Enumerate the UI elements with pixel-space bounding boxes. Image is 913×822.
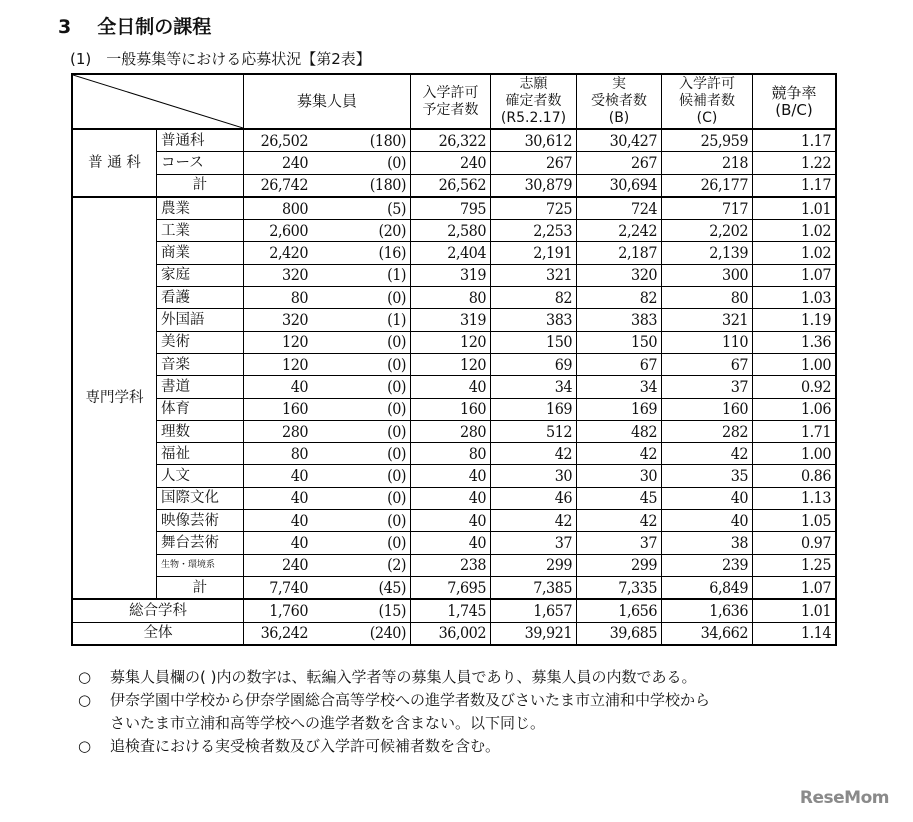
table-row xyxy=(72,554,836,576)
cell-boshu: 40 xyxy=(244,532,313,554)
cell-koho: 38 xyxy=(662,532,753,554)
cell-kyoka: 238 xyxy=(411,554,491,576)
cell-juken: 42 xyxy=(577,510,662,532)
cell-ratio: 1.13 xyxy=(753,487,837,509)
cell-ratio: 1.07 xyxy=(753,264,837,286)
cell-shigan: 1,657 xyxy=(491,599,577,622)
cell-inner: (0) xyxy=(312,420,411,442)
row-label: 福祉 xyxy=(157,443,244,465)
row-label: 看護 xyxy=(157,287,244,309)
table-row xyxy=(72,287,836,309)
table-row xyxy=(72,197,836,220)
cell-boshu: 26,742 xyxy=(244,174,313,197)
note-text: 募集人員欄の( )内の数字は、転編入学者等の募集人員であり、募集人員の内数である。 xyxy=(110,668,697,686)
group-zentai: 全体 xyxy=(72,622,244,645)
cell-ratio: 1.14 xyxy=(753,622,837,645)
cell-shigan: 37 xyxy=(491,532,577,554)
header-row xyxy=(72,74,836,129)
cell-inner: (0) xyxy=(312,465,411,487)
cell-ratio: 1.19 xyxy=(753,309,837,331)
cell-kyoka: 319 xyxy=(411,309,491,331)
table-row-sogo xyxy=(72,599,836,622)
cell-kyoka: 40 xyxy=(411,510,491,532)
cell-boshu: 240 xyxy=(244,554,313,576)
cell-shigan: 82 xyxy=(491,287,577,309)
cell-juken: 30,694 xyxy=(577,174,662,197)
cell-kyoka: 280 xyxy=(411,420,491,442)
cell-inner: (0) xyxy=(312,287,411,309)
cell-koho: 218 xyxy=(662,152,753,174)
cell-boshu: 120 xyxy=(244,331,313,353)
note-item xyxy=(78,735,710,758)
cell-inner: (2) xyxy=(312,554,411,576)
cell-ratio: 1.02 xyxy=(753,242,837,264)
circle-bullet-icon: ○ xyxy=(78,737,92,755)
cell-kyoka: 40 xyxy=(411,376,491,398)
cell-inner: (1) xyxy=(312,264,411,286)
cell-inner: (15) xyxy=(312,599,411,622)
table-row xyxy=(72,487,836,509)
cell-inner: (0) xyxy=(312,376,411,398)
cell-inner: (0) xyxy=(312,353,411,375)
cell-shigan: 30,879 xyxy=(491,174,577,197)
cell-ratio: 1.06 xyxy=(753,398,837,420)
cell-koho: 26,177 xyxy=(662,174,753,197)
cell-inner: (0) xyxy=(312,331,411,353)
cell-juken: 482 xyxy=(577,420,662,442)
cell-koho: 717 xyxy=(662,197,753,220)
row-label: コース xyxy=(157,152,244,174)
row-label: 生物・環境系 xyxy=(157,554,244,576)
cell-ratio: 0.97 xyxy=(753,532,837,554)
circle-bullet-icon: ○ xyxy=(78,668,92,686)
cell-kyoka: 2,580 xyxy=(411,220,491,242)
header-jukensha: 実 受検者数 (B) xyxy=(577,74,662,129)
cell-shigan: 39,921 xyxy=(491,622,577,645)
cell-ratio: 1.17 xyxy=(753,129,837,152)
cell-juken: 320 xyxy=(577,264,662,286)
cell-ratio: 1.00 xyxy=(753,353,837,375)
cell-koho: 25,959 xyxy=(662,129,753,152)
cell-koho: 40 xyxy=(662,487,753,509)
cell-shigan: 30,612 xyxy=(491,129,577,152)
cell-koho: 67 xyxy=(662,353,753,375)
cell-inner: (1) xyxy=(312,309,411,331)
cell-shigan: 34 xyxy=(491,376,577,398)
cell-kyoka: 1,745 xyxy=(411,599,491,622)
cell-boshu: 240 xyxy=(244,152,313,174)
table-row xyxy=(72,242,836,264)
cell-shigan: 2,191 xyxy=(491,242,577,264)
cell-koho: 42 xyxy=(662,443,753,465)
application-status-table xyxy=(71,73,837,646)
cell-koho: 1,636 xyxy=(662,599,753,622)
row-label: 舞台芸術 xyxy=(157,532,244,554)
cell-ratio: 1.01 xyxy=(753,197,837,220)
cell-kyoka: 26,322 xyxy=(411,129,491,152)
cell-kyoka: 160 xyxy=(411,398,491,420)
cell-inner: (0) xyxy=(312,443,411,465)
cell-ratio: 1.05 xyxy=(753,510,837,532)
row-label: 家庭 xyxy=(157,264,244,286)
cell-inner: (5) xyxy=(312,197,411,220)
cell-shigan: 383 xyxy=(491,309,577,331)
cell-kyoka: 319 xyxy=(411,264,491,286)
group-senmon: 専門学科 xyxy=(72,197,157,599)
section-title xyxy=(58,12,211,39)
row-label: 音楽 xyxy=(157,353,244,375)
corner-cell xyxy=(72,74,244,129)
circle-bullet-icon: ○ xyxy=(78,691,92,709)
table-row xyxy=(72,465,836,487)
cell-juken: 39,685 xyxy=(577,622,662,645)
table-row-total xyxy=(72,622,836,645)
cell-koho: 6,849 xyxy=(662,576,753,599)
table-row xyxy=(72,309,836,331)
cell-shigan: 299 xyxy=(491,554,577,576)
cell-shigan: 321 xyxy=(491,264,577,286)
table-row xyxy=(72,331,836,353)
cell-inner: (0) xyxy=(312,510,411,532)
cell-inner: (180) xyxy=(312,174,411,197)
cell-juken: 30 xyxy=(577,465,662,487)
cell-ratio: 1.00 xyxy=(753,443,837,465)
cell-boshu: 280 xyxy=(244,420,313,442)
cell-koho: 2,202 xyxy=(662,220,753,242)
row-label: 商業 xyxy=(157,242,244,264)
cell-koho: 110 xyxy=(662,331,753,353)
table-body xyxy=(72,129,836,645)
table-row xyxy=(72,420,836,442)
cell-kyoka: 26,562 xyxy=(411,174,491,197)
cell-ratio: 1.02 xyxy=(753,220,837,242)
cell-shigan: 69 xyxy=(491,353,577,375)
cell-shigan: 169 xyxy=(491,398,577,420)
cell-juken: 1,656 xyxy=(577,599,662,622)
cell-boshu: 2,600 xyxy=(244,220,313,242)
row-label: 工業 xyxy=(157,220,244,242)
cell-boshu: 160 xyxy=(244,398,313,420)
cell-boshu: 800 xyxy=(244,197,313,220)
cell-koho: 35 xyxy=(662,465,753,487)
cell-juken: 30,427 xyxy=(577,129,662,152)
table-row xyxy=(72,532,836,554)
cell-boshu: 36,242 xyxy=(244,622,313,645)
row-label: 人文 xyxy=(157,465,244,487)
cell-shigan: 30 xyxy=(491,465,577,487)
cell-koho: 282 xyxy=(662,420,753,442)
cell-ratio: 1.01 xyxy=(753,599,837,622)
cell-koho: 80 xyxy=(662,287,753,309)
cell-juken: 383 xyxy=(577,309,662,331)
header-kohosha: 入学許可 候補者数 (C) xyxy=(662,74,753,129)
section-title-text: 全日制の課程 xyxy=(97,16,212,38)
cell-kyoka: 40 xyxy=(411,487,491,509)
cell-kyoka: 7,695 xyxy=(411,576,491,599)
cell-shigan: 512 xyxy=(491,420,577,442)
cell-koho: 2,139 xyxy=(662,242,753,264)
cell-kyoka: 80 xyxy=(411,287,491,309)
cell-ratio: 1.71 xyxy=(753,420,837,442)
cell-juken: 82 xyxy=(577,287,662,309)
row-label: 映像芸術 xyxy=(157,510,244,532)
table-row xyxy=(72,220,836,242)
row-label: 書道 xyxy=(157,376,244,398)
cell-ratio: 1.25 xyxy=(753,554,837,576)
cell-shigan: 150 xyxy=(491,331,577,353)
cell-ratio: 1.07 xyxy=(753,576,837,599)
cell-shigan: 7,385 xyxy=(491,576,577,599)
cell-inner: (0) xyxy=(312,398,411,420)
row-label: 外国語 xyxy=(157,309,244,331)
row-label: 美術 xyxy=(157,331,244,353)
note-text: 追検査における実受検者数及び入学許可候補者数を含む。 xyxy=(110,737,501,755)
cell-juken: 67 xyxy=(577,353,662,375)
notes xyxy=(78,666,710,758)
note-item xyxy=(78,689,710,735)
table-row xyxy=(72,152,836,174)
note-text: 伊奈学園中学校から伊奈学園総合高等学校への進学者数及びさいたま市立浦和中学校から さいたま市立浦和高等学校への進学者数を含まない。以下同じ。 xyxy=(110,691,711,732)
cell-ratio: 0.86 xyxy=(753,465,837,487)
cell-shigan: 267 xyxy=(491,152,577,174)
note-item xyxy=(78,666,710,689)
row-label: 計 xyxy=(157,576,244,599)
row-label: 国際文化 xyxy=(157,487,244,509)
cell-shigan: 725 xyxy=(491,197,577,220)
cell-boshu: 1,760 xyxy=(244,599,313,622)
group-sogo: 総合学科 xyxy=(72,599,244,622)
cell-inner: (16) xyxy=(312,242,411,264)
cell-koho: 300 xyxy=(662,264,753,286)
cell-ratio: 1.17 xyxy=(753,174,837,197)
cell-koho: 239 xyxy=(662,554,753,576)
cell-koho: 37 xyxy=(662,376,753,398)
cell-juken: 299 xyxy=(577,554,662,576)
header-ratio: 競争率 (B/C) xyxy=(753,74,837,129)
table-row xyxy=(72,576,836,599)
cell-boshu: 40 xyxy=(244,376,313,398)
cell-boshu: 80 xyxy=(244,443,313,465)
resemom-logo: ReseMom xyxy=(799,788,889,808)
cell-kyoka: 36,002 xyxy=(411,622,491,645)
row-label: 農業 xyxy=(157,197,244,220)
cell-boshu: 80 xyxy=(244,287,313,309)
cell-ratio: 0.92 xyxy=(753,376,837,398)
header-kyoka: 入学許可 予定者数 xyxy=(411,74,491,129)
table-caption: (1) 一般募集等における応募状況【第2表】 xyxy=(70,50,371,68)
cell-boshu: 7,740 xyxy=(244,576,313,599)
cell-juken: 150 xyxy=(577,331,662,353)
group-futsuka: 普 通 科 xyxy=(72,129,157,197)
cell-kyoka: 120 xyxy=(411,353,491,375)
cell-kyoka: 795 xyxy=(411,197,491,220)
cell-ratio: 1.22 xyxy=(753,152,837,174)
row-label: 普通科 xyxy=(157,129,244,152)
cell-boshu: 2,420 xyxy=(244,242,313,264)
table-row xyxy=(72,264,836,286)
cell-juken: 2,242 xyxy=(577,220,662,242)
cell-ratio: 1.36 xyxy=(753,331,837,353)
cell-boshu: 40 xyxy=(244,487,313,509)
cell-kyoka: 40 xyxy=(411,532,491,554)
cell-boshu: 320 xyxy=(244,264,313,286)
cell-boshu: 120 xyxy=(244,353,313,375)
cell-shigan: 46 xyxy=(491,487,577,509)
cell-inner: (240) xyxy=(312,622,411,645)
cell-kyoka: 40 xyxy=(411,465,491,487)
cell-inner: (0) xyxy=(312,152,411,174)
header-boshu: 募集人員 xyxy=(244,74,411,129)
cell-kyoka: 2,404 xyxy=(411,242,491,264)
cell-juken: 169 xyxy=(577,398,662,420)
table-row xyxy=(72,443,836,465)
cell-boshu: 26,502 xyxy=(244,129,313,152)
cell-juken: 37 xyxy=(577,532,662,554)
cell-juken: 34 xyxy=(577,376,662,398)
row-label: 計 xyxy=(157,174,244,197)
cell-shigan: 42 xyxy=(491,510,577,532)
cell-koho: 160 xyxy=(662,398,753,420)
cell-juken: 2,187 xyxy=(577,242,662,264)
cell-juken: 42 xyxy=(577,443,662,465)
cell-boshu: 320 xyxy=(244,309,313,331)
table-row xyxy=(72,510,836,532)
table-row xyxy=(72,174,836,197)
header-shigan: 志願 確定者数 (R5.2.17) xyxy=(491,74,577,129)
cell-inner: (0) xyxy=(312,487,411,509)
cell-kyoka: 80 xyxy=(411,443,491,465)
cell-boshu: 40 xyxy=(244,465,313,487)
row-label: 理数 xyxy=(157,420,244,442)
cell-inner: (20) xyxy=(312,220,411,242)
table-row xyxy=(72,398,836,420)
cell-koho: 321 xyxy=(662,309,753,331)
cell-juken: 7,335 xyxy=(577,576,662,599)
cell-shigan: 2,253 xyxy=(491,220,577,242)
cell-kyoka: 240 xyxy=(411,152,491,174)
cell-juken: 45 xyxy=(577,487,662,509)
cell-koho: 40 xyxy=(662,510,753,532)
cell-juken: 267 xyxy=(577,152,662,174)
diagonal-line-icon xyxy=(73,75,243,128)
cell-inner: (45) xyxy=(312,576,411,599)
table-row xyxy=(72,353,836,375)
table-row xyxy=(72,376,836,398)
cell-boshu: 40 xyxy=(244,510,313,532)
section-number: 3 xyxy=(58,16,72,38)
cell-koho: 34,662 xyxy=(662,622,753,645)
row-label: 体育 xyxy=(157,398,244,420)
cell-kyoka: 120 xyxy=(411,331,491,353)
cell-inner: (0) xyxy=(312,532,411,554)
table-row xyxy=(72,129,836,152)
cell-juken: 724 xyxy=(577,197,662,220)
cell-inner: (180) xyxy=(312,129,411,152)
cell-ratio: 1.03 xyxy=(753,287,837,309)
cell-shigan: 42 xyxy=(491,443,577,465)
